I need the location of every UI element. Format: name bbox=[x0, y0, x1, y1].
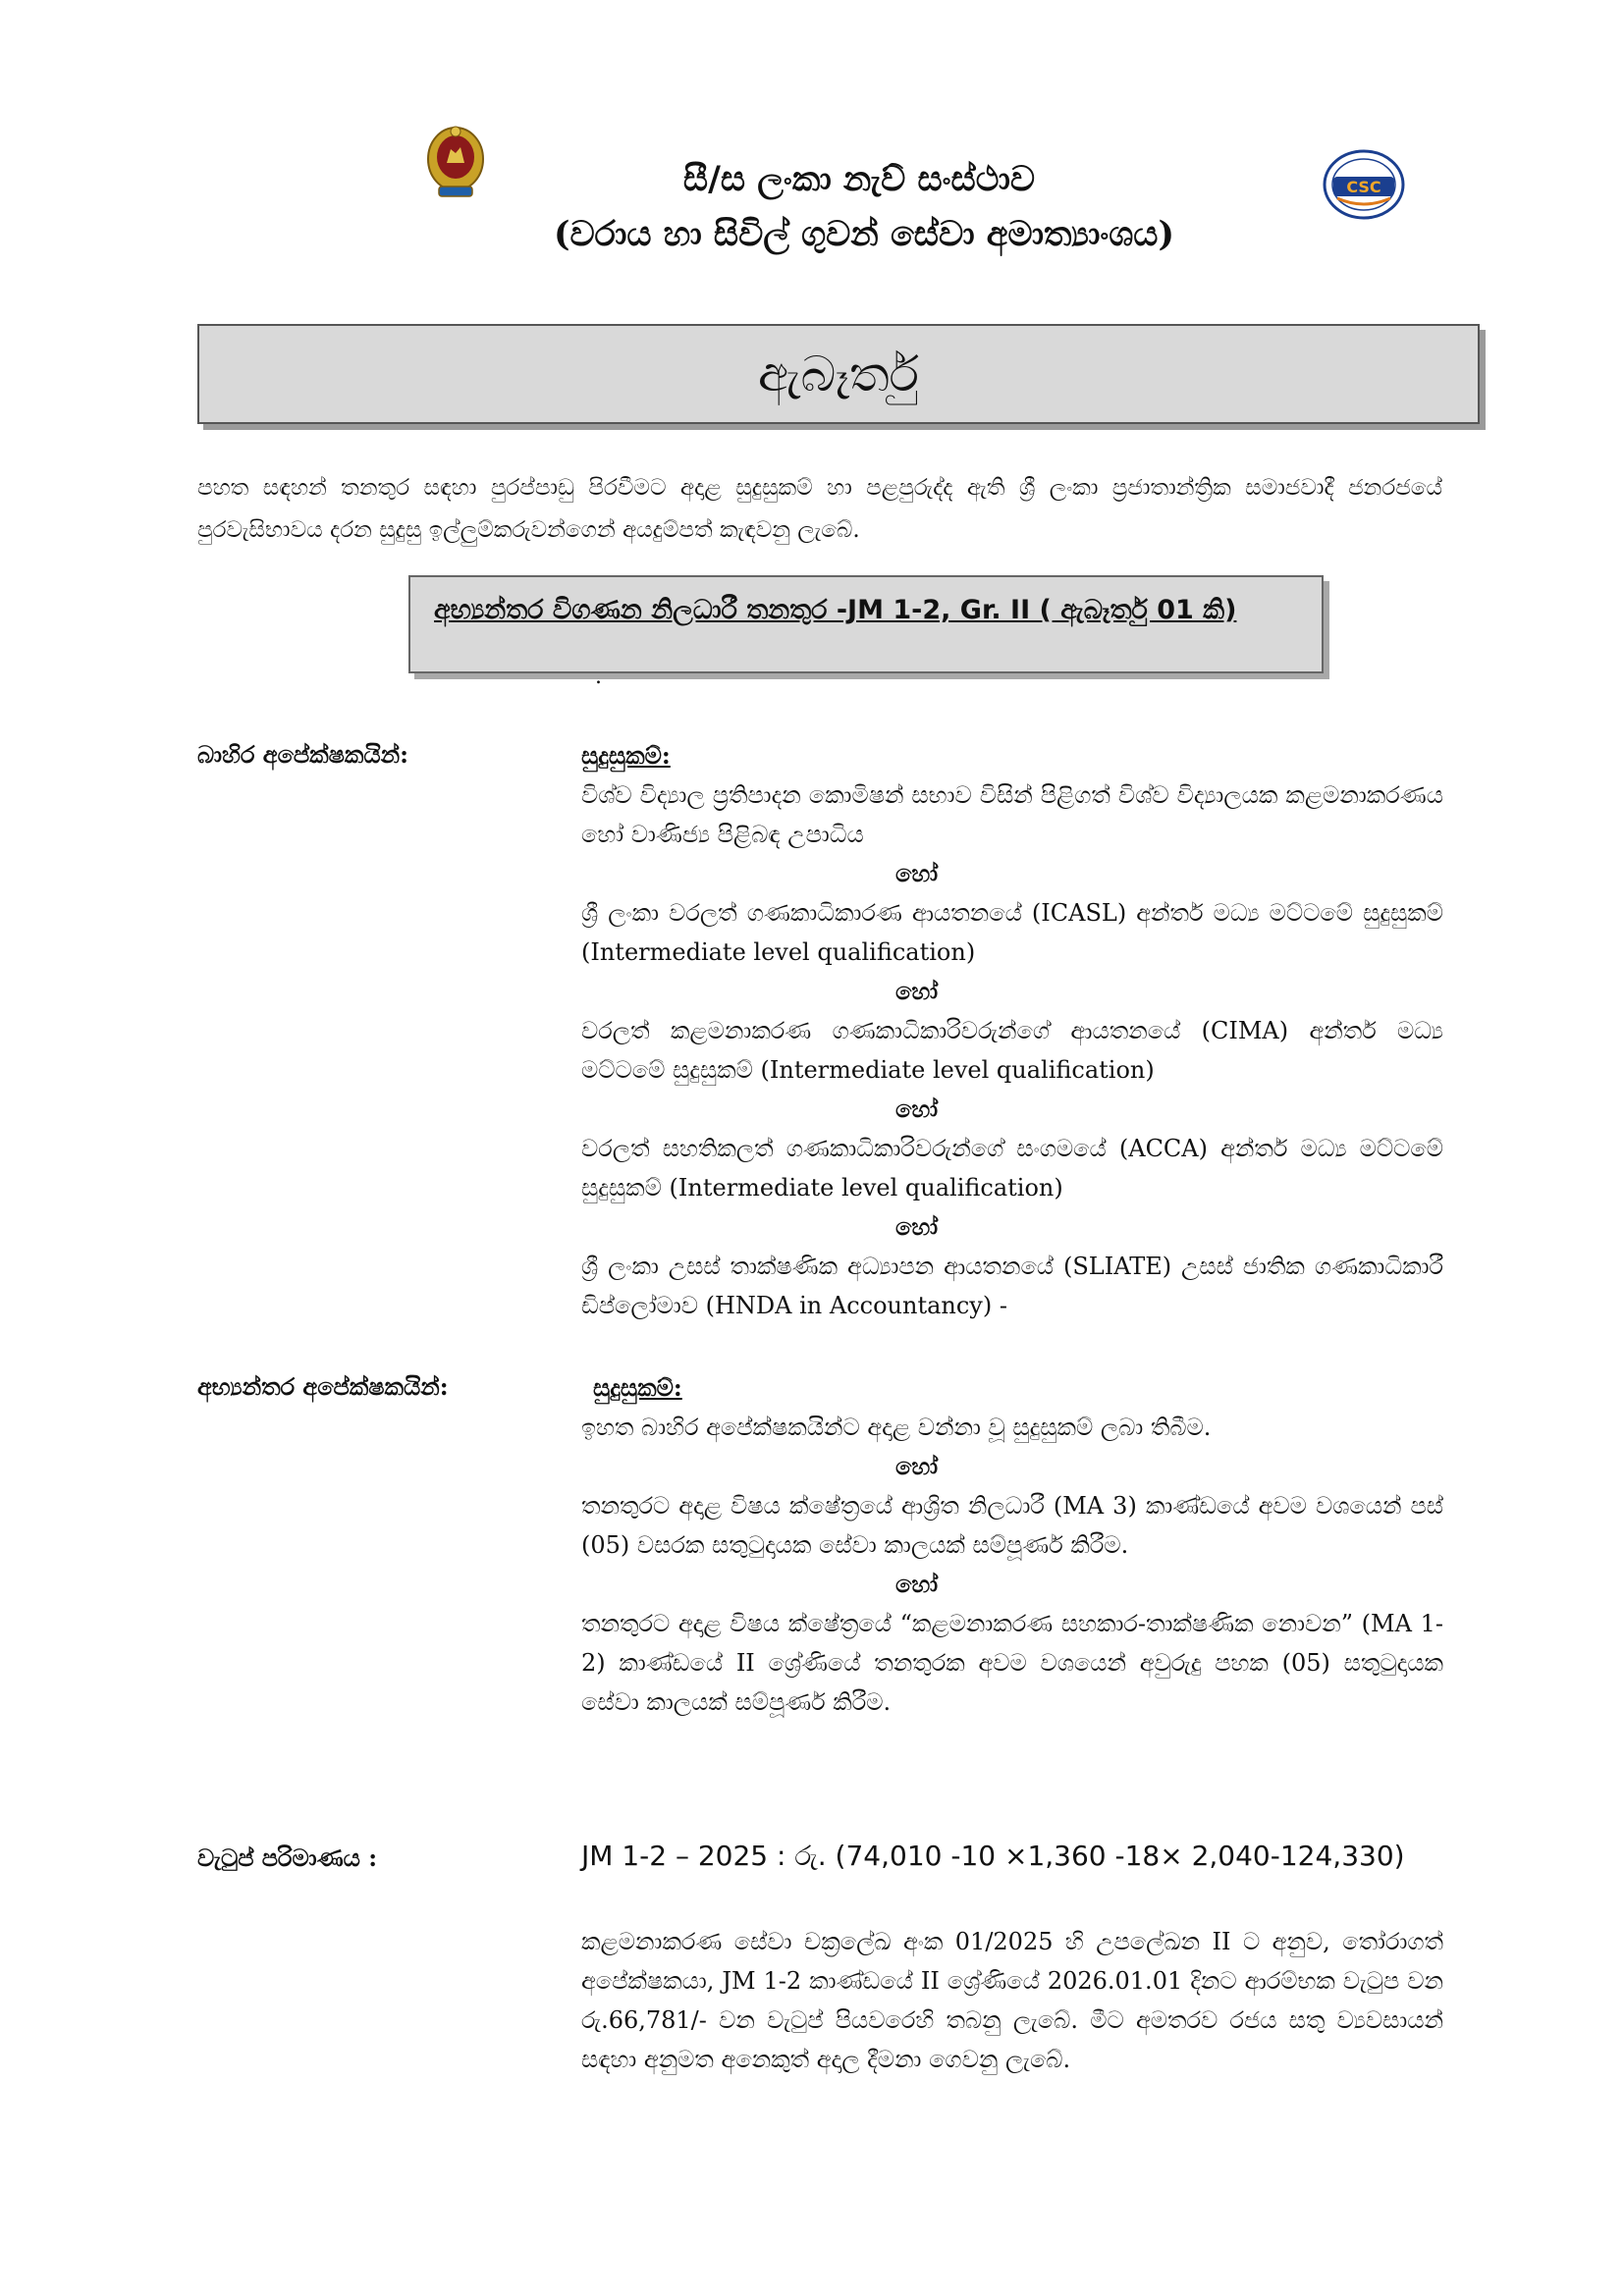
external-qualifications-heading: සුදුසුකම්: bbox=[581, 741, 671, 770]
external-qualifications bbox=[581, 736, 1443, 1325]
internal-qualification-item: තනතුරට අදාළ විෂය ක්ෂේත්‍රයේ ආශ්‍රිත නිලධාරී (MA 3) කාණ්ඩයේ අවම වශයෙන් පස් (05) වසරක සතුටුදායක සේවා කාලයක් සම්පූර්ණ කිරීම. bbox=[581, 1492, 1443, 1559]
salary-note: කළමනාකරණ සේවා චක්‍රලේඛ අංක 01/2025 හි උපලේඛන II ට අනුව, තෝරාගත් අපේක්ෂකයා, JM 1-2 කාණ්ඩයේ II ශ්‍රේණියේ 2026.01.01 දිනට ආරම්භක වැටුප වන රු.66,781/- වන වැටුප් පියවරෙහි තබනු ලැබේ. මීට අමතරව රජය සතු ව්‍යවසායන් සඳහා අනුමත අනෙකුත් අදාල දීමනා ගෙවනු ලැබේ. bbox=[581, 1928, 1443, 2073]
or-separator: හෝ bbox=[895, 1095, 939, 1123]
or-separator: හෝ bbox=[895, 859, 939, 887]
svg-text:CSC: CSC bbox=[1346, 178, 1381, 196]
salary-scale-value: JM 1-2 – 2025 : රු. (74,010 -10 ×1,360 -18× 2,040-124,330) bbox=[581, 1840, 1405, 1872]
external-candidates-label: බාහිර අපේක්ෂකයින්: bbox=[197, 740, 408, 769]
post-title: අභ්‍යන්තර විගණන නිලධාරී තනතුර -JM 1-2, Gr. II ( ඇබෑර්තු 01 කි) bbox=[434, 595, 1237, 625]
ministry-name: (වරාය හා සිවිල් ගුවන් සේවා අමාත්‍යාංශය) bbox=[553, 214, 1175, 254]
external-qualification-item: වරලත් සහතිකලත් ගණකාධිකාරිවරුන්ගේ සංගමයේ (ACCA) අන්තර් මධ්‍ය මට්ටමේ සුදුසුකම් (Intermediate level qualification) bbox=[581, 1135, 1443, 1201]
internal-candidates-label: අභ්‍යන්තර අපේක්ෂකයින්: bbox=[197, 1372, 449, 1401]
vacancies-title: ඇබෑර්තු bbox=[758, 345, 919, 402]
stray-dot: . bbox=[595, 665, 602, 689]
external-qualification-item: ශ්‍රී ලංකා වරලත් ගණකාධිකාරණ ආයතනයේ (ICASL) අන්තර් මධ්‍ය මට්ටමේ සුදුසුකම් (Intermediate level qualification) bbox=[581, 899, 1443, 966]
internal-qualifications-heading: සුදුසුකම්: bbox=[593, 1373, 682, 1402]
internal-qualification-item: තනතුරට අදාළ විෂය ක්ෂේත්‍රයේ “කළමනාකරණ සහකාර-තාක්ෂණික නොවන” (MA 1-2) කාණ්ඩයේ II ශ්‍රේණියේ තනතුරක අවම වශයෙන් අවුරුදු පහක (05) සතුටුදායක සේවා කාලයක් සම්පූර්ණ කිරීම. bbox=[581, 1610, 1443, 1716]
external-qualification-item: වරලත් කළමනාකරණ ගණකාධිකාරිවරුන්ගේ ආයතනයේ (CIMA) අන්තර් මධ්‍ය මට්ටමේ සුදුසුකම් (Intermediate level qualification) bbox=[581, 1017, 1443, 1084]
or-separator: හෝ bbox=[895, 1212, 939, 1241]
organization-name: සී/ස ලංකා නැව් සංස්ථාව bbox=[682, 159, 1036, 199]
or-separator: හෝ bbox=[895, 977, 939, 1005]
or-separator: හෝ bbox=[895, 1452, 939, 1480]
internal-qualifications bbox=[581, 1368, 1443, 1722]
internal-qualification-item: ඉහත බාහිර අපේක්ෂකයින්ට අදාළ වන්නා වූ සුදුසුකම් ලබා තිබීම. bbox=[581, 1414, 1212, 1441]
or-separator: හෝ bbox=[895, 1570, 939, 1598]
csc-logo-icon bbox=[1320, 147, 1408, 222]
vacancies-banner bbox=[197, 324, 1480, 424]
sri-lanka-emblem-icon bbox=[425, 124, 486, 200]
external-qualification-item: ශ්‍රී ලංකා උසස් තාක්ෂණික අධ්‍යාපන ආයතනයේ (SLIATE) උසස් ජාතික ගණකාධිකාරී ඩිප්ලෝමාව (HNDA in Accountancy) - bbox=[581, 1253, 1443, 1319]
salary-scale-label: වැටුප් පරිමාණය : bbox=[197, 1843, 378, 1872]
external-qualification-item: විශ්ව විද්‍යාල ප්‍රතිපාදන කොමිෂන් සභාව විසින් පිළිගත් විශ්ව විද්‍යාලයක කළමනාකරණය හෝ වාණිජ්‍ය පිළිබඳ උපාධිය bbox=[581, 781, 1443, 848]
post-title-box bbox=[408, 575, 1324, 673]
intro-paragraph: පහත සඳහන් තනතුර සඳහා පුරප්පාඩු පිරවීමට අදාළ සුදුසුකම් හා පළපුරුද්ද ඇති ශ්‍රී ලංකා ප්‍රජාතාන්ත්‍රික සමාජවාදී ජනරජයේ පුරවැසිභාවය දරන සුදුසු ඉල්ලුම්කරුවන්ගෙන් අයදුම්පත් කැඳවනු ලැබේ. bbox=[197, 475, 1442, 543]
